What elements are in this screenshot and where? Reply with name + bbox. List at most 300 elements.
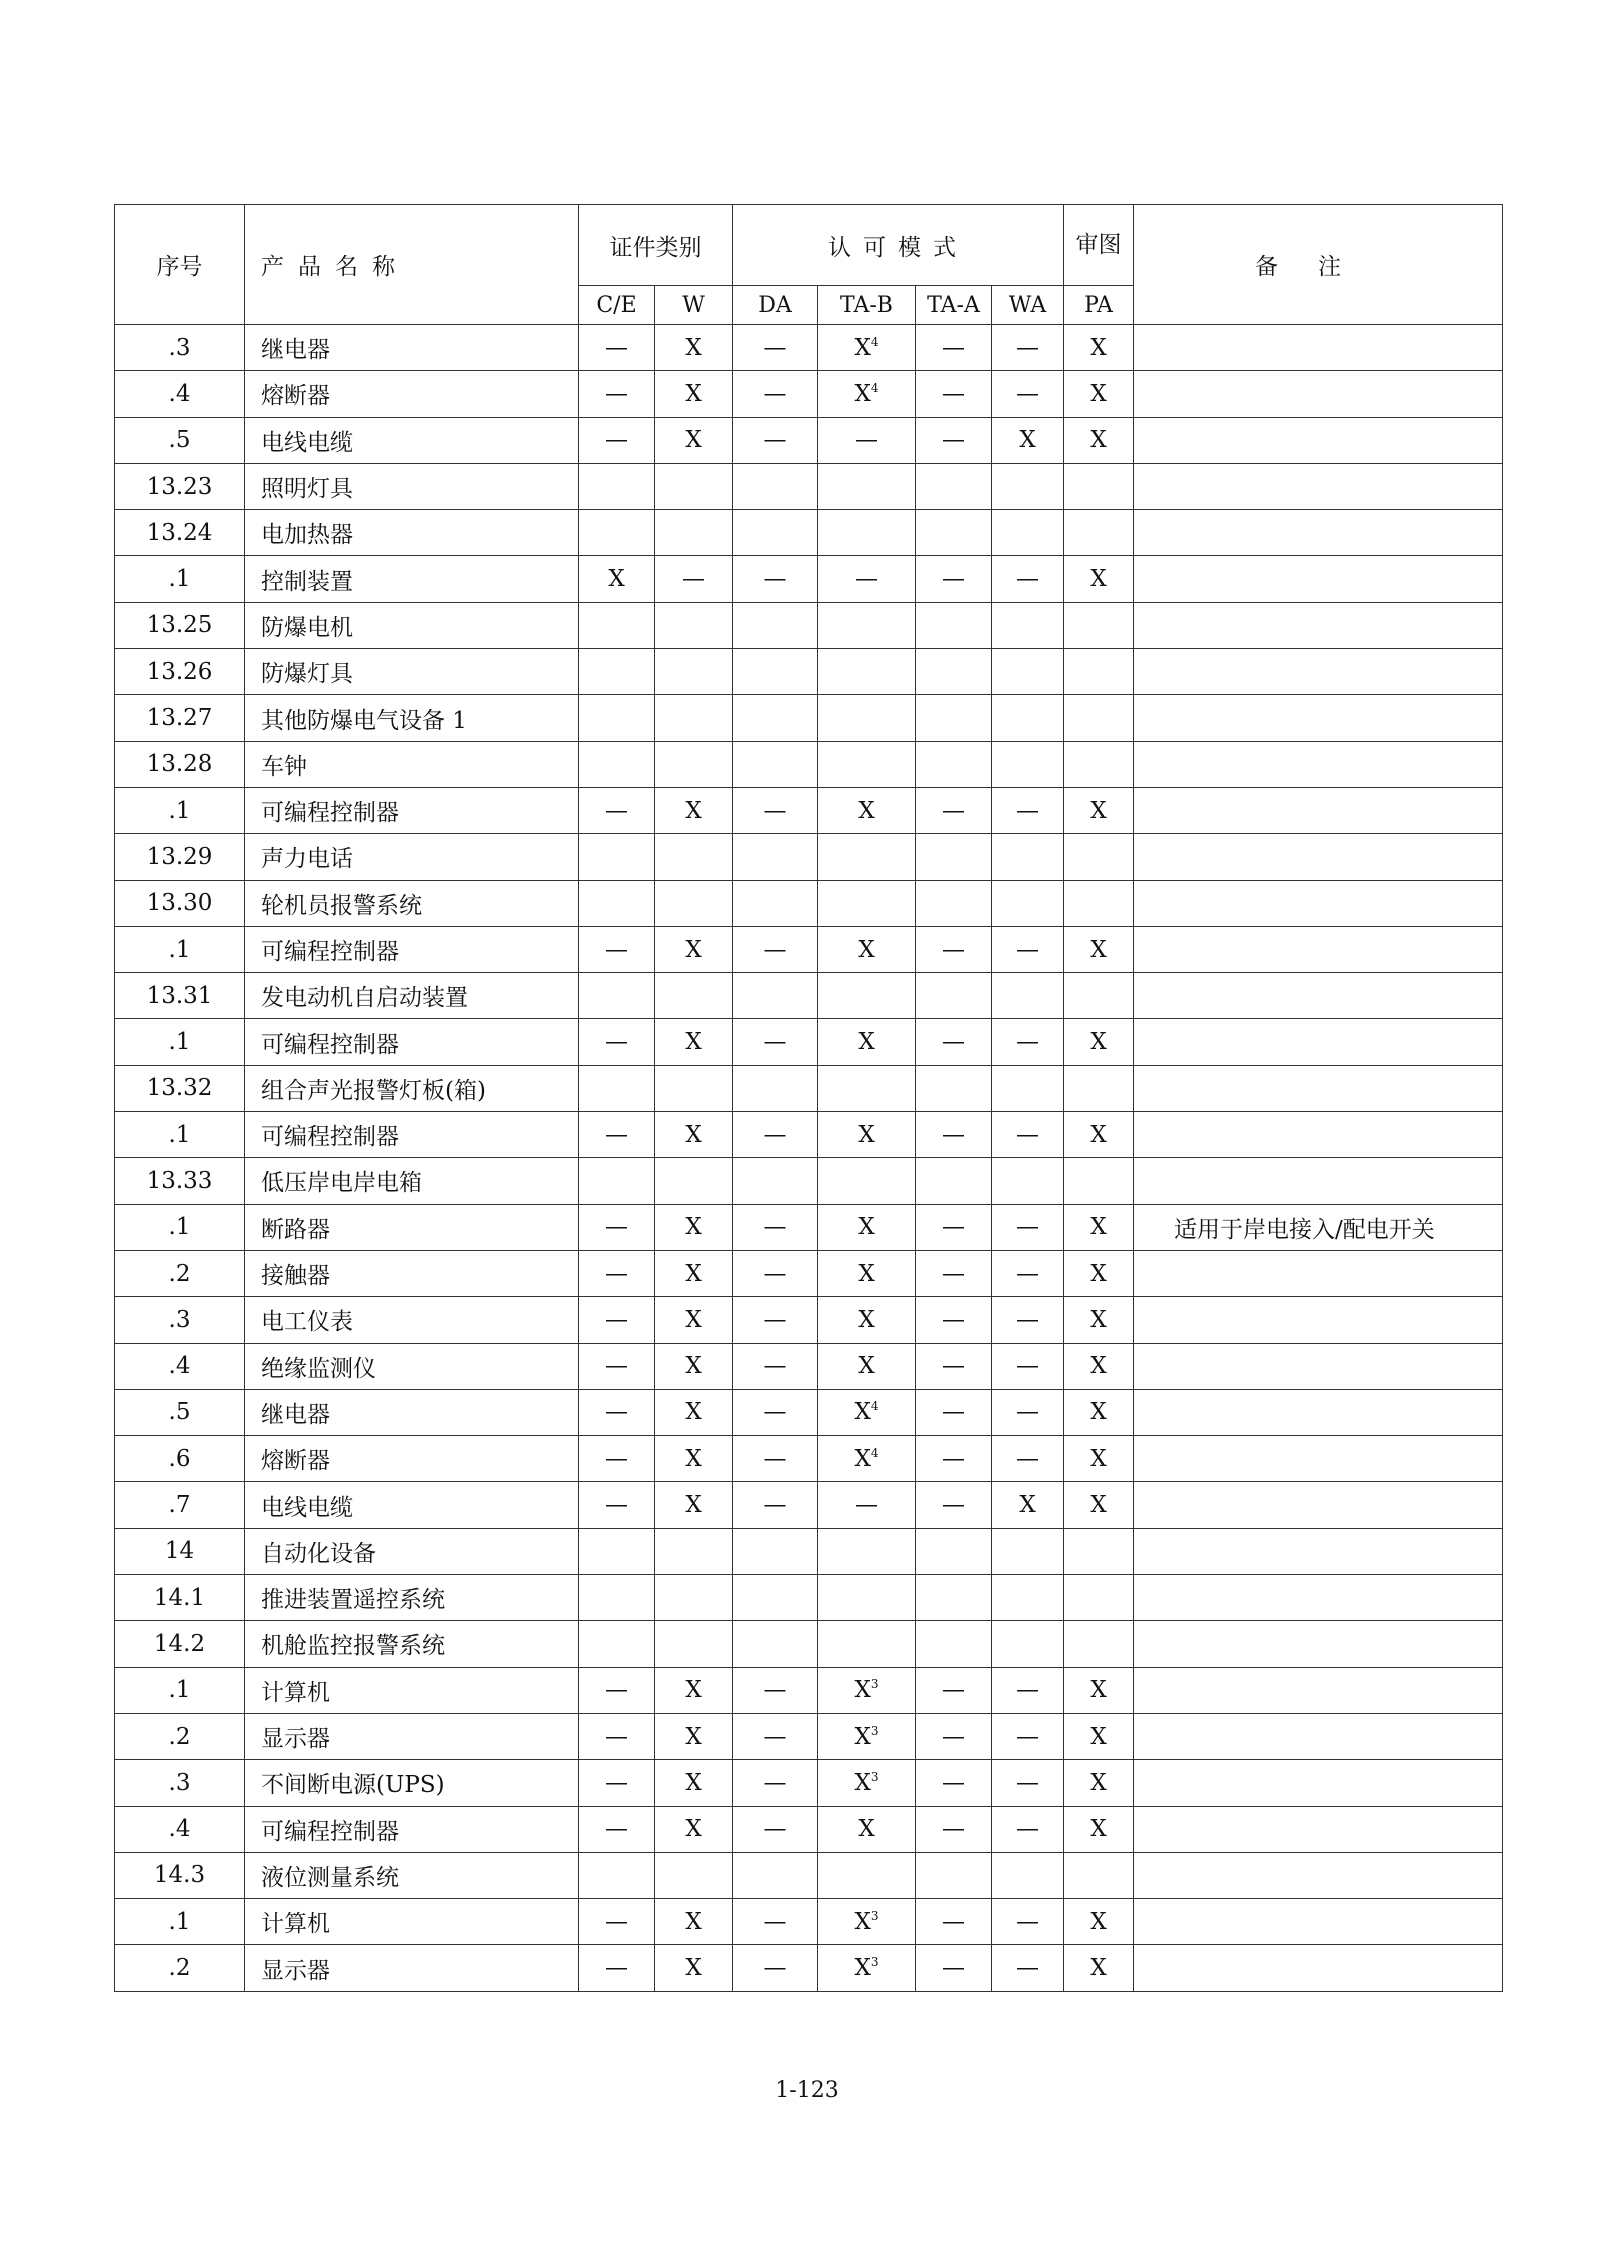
- cell-wa: [992, 1343, 1064, 1389]
- cell-value: X: [858, 1306, 875, 1333]
- cell-w: [655, 1436, 733, 1482]
- cell-wa: [992, 325, 1064, 371]
- cell-remarks: [1134, 1065, 1503, 1111]
- cell-remarks: [1134, 1482, 1503, 1528]
- footnote-marker: 4: [870, 380, 879, 395]
- cell-seq: .3: [115, 325, 245, 371]
- cell-da: [733, 787, 818, 833]
- cell-value: —: [605, 380, 628, 407]
- cell-pa: [1064, 1482, 1134, 1528]
- cell-ta-b: [818, 741, 916, 787]
- cell-ta-b: [818, 1158, 916, 1204]
- cell-product-name: 计算机: [245, 1899, 579, 1945]
- cell-w: [655, 1713, 733, 1759]
- cell-ta-a: [916, 1204, 992, 1250]
- cell-seq: .1: [115, 1204, 245, 1250]
- cell-ta-a: [916, 1343, 992, 1389]
- table-row: [115, 1065, 1503, 1111]
- cell-ta-a: [916, 1667, 992, 1713]
- cell-value: X: [858, 1214, 875, 1241]
- cell-value: —: [605, 1955, 628, 1982]
- cell-pa: [1064, 1575, 1134, 1621]
- cell-value: X: [685, 1121, 702, 1148]
- cell-wa: [992, 1760, 1064, 1806]
- table-row: [115, 787, 1503, 833]
- cell-value: X: [854, 1723, 871, 1750]
- cell-pa: [1064, 417, 1134, 463]
- cell-value: X: [1090, 1353, 1107, 1380]
- cell-value: —: [1016, 566, 1039, 593]
- cell-ta-b: [818, 1112, 916, 1158]
- cell-ce: [579, 1158, 655, 1204]
- cell-w: [655, 1019, 733, 1065]
- cell-seq: 13.26: [115, 649, 245, 695]
- cell-w: [655, 1667, 733, 1713]
- cell-product-name: 可编程控制器: [245, 1112, 579, 1158]
- cell-value: —: [855, 427, 878, 454]
- cell-seq: .2: [115, 1713, 245, 1759]
- cell-value: —: [1016, 1816, 1039, 1843]
- cell-value: X: [685, 1492, 702, 1519]
- cell-ta-b: [818, 1899, 916, 1945]
- cell-seq: 13.33: [115, 1158, 245, 1204]
- cell-value: —: [763, 1816, 787, 1843]
- table-row: [115, 1250, 1503, 1296]
- cell-value: —: [763, 380, 787, 407]
- cell-value: X: [685, 1399, 702, 1426]
- table-row: [115, 1204, 1503, 1250]
- header-seq: 序号: [115, 205, 245, 325]
- cell-pa: [1064, 463, 1134, 509]
- cell-value: —: [763, 1306, 787, 1333]
- cell-ta-a: [916, 649, 992, 695]
- cell-ce: [579, 602, 655, 648]
- cell-ta-b: [818, 1482, 916, 1528]
- cell-ce: [579, 1667, 655, 1713]
- cell-ce: [579, 1019, 655, 1065]
- cell-pa: [1064, 1389, 1134, 1435]
- cell-da: [733, 556, 818, 602]
- cell-value: —: [763, 1445, 787, 1472]
- cell-ce: [579, 1945, 655, 1991]
- cell-seq: 13.29: [115, 834, 245, 880]
- cell-value: —: [942, 1353, 965, 1380]
- cell-ce: [579, 695, 655, 741]
- cell-ta-a: [916, 325, 992, 371]
- cell-ce: [579, 1899, 655, 1945]
- cell-value: —: [605, 1306, 628, 1333]
- cell-pa: [1064, 1343, 1134, 1389]
- cell-wa: [992, 1204, 1064, 1250]
- cell-value: X: [854, 1955, 871, 1982]
- cell-ta-a: [916, 1250, 992, 1296]
- table-row: [115, 1482, 1503, 1528]
- cell-value: —: [605, 1492, 628, 1519]
- cell-wa: [992, 510, 1064, 556]
- product-approval-table: [114, 204, 1503, 1992]
- cell-product-name: 继电器: [245, 325, 579, 371]
- cell-pa: [1064, 1760, 1134, 1806]
- table-row: [115, 1667, 1503, 1713]
- cell-da: [733, 741, 818, 787]
- cell-seq: .2: [115, 1945, 245, 1991]
- cell-ce: [579, 1343, 655, 1389]
- cell-seq: 14.2: [115, 1621, 245, 1667]
- table-row: [115, 695, 1503, 741]
- cell-w: [655, 1389, 733, 1435]
- header-ce: C/E: [579, 286, 655, 325]
- cell-seq: .3: [115, 1760, 245, 1806]
- cell-value: —: [763, 1492, 787, 1519]
- cell-ta-b: [818, 1436, 916, 1482]
- cell-value: —: [942, 334, 965, 361]
- cell-value: X: [1090, 1723, 1107, 1750]
- cell-ta-a: [916, 1575, 992, 1621]
- cell-ta-b: [818, 463, 916, 509]
- cell-value: —: [942, 1214, 965, 1241]
- cell-product-name: 不间断电源(UPS): [245, 1760, 579, 1806]
- cell-value: X: [1090, 334, 1107, 361]
- cell-ta-b: [818, 880, 916, 926]
- cell-value: X: [854, 334, 871, 361]
- cell-ta-b: [818, 1945, 916, 1991]
- cell-seq: 13.30: [115, 880, 245, 926]
- cell-da: [733, 649, 818, 695]
- cell-w: [655, 1112, 733, 1158]
- cell-ta-a: [916, 417, 992, 463]
- cell-da: [733, 1945, 818, 1991]
- cell-remarks: [1134, 1158, 1503, 1204]
- cell-pa: [1064, 1945, 1134, 1991]
- cell-remarks: [1134, 371, 1503, 417]
- cell-remarks: [1134, 1343, 1503, 1389]
- table-row: [115, 325, 1503, 371]
- cell-value: X: [685, 1723, 702, 1750]
- cell-wa: [992, 1528, 1064, 1574]
- cell-product-name: 轮机员报警系统: [245, 880, 579, 926]
- cell-value: X: [1090, 1492, 1107, 1519]
- cell-value: —: [942, 1816, 965, 1843]
- cell-ta-b: [818, 1528, 916, 1574]
- cell-wa: [992, 1158, 1064, 1204]
- cell-ta-a: [916, 1899, 992, 1945]
- cell-wa: [992, 926, 1064, 972]
- cell-ta-b: [818, 1760, 916, 1806]
- cell-wa: [992, 602, 1064, 648]
- cell-ta-a: [916, 1158, 992, 1204]
- cell-wa: [992, 463, 1064, 509]
- cell-w: [655, 1250, 733, 1296]
- cell-wa: [992, 1112, 1064, 1158]
- cell-remarks: [1134, 973, 1503, 1019]
- cell-ta-b: [818, 1621, 916, 1667]
- cell-ce: [579, 1250, 655, 1296]
- cell-pa: [1064, 1297, 1134, 1343]
- cell-pa: [1064, 649, 1134, 695]
- table-row: [115, 1297, 1503, 1343]
- cell-ce: [579, 417, 655, 463]
- table-row: [115, 1343, 1503, 1389]
- cell-value: —: [942, 1492, 965, 1519]
- cell-pa: [1064, 510, 1134, 556]
- cell-seq: .5: [115, 1389, 245, 1435]
- cell-value: X: [1090, 1908, 1107, 1935]
- cell-seq: .6: [115, 1436, 245, 1482]
- cell-w: [655, 371, 733, 417]
- cell-wa: [992, 1297, 1064, 1343]
- table-row: [115, 649, 1503, 695]
- cell-product-name: 液位测量系统: [245, 1852, 579, 1898]
- cell-remarks: [1134, 1528, 1503, 1574]
- cell-remarks: [1134, 1945, 1503, 1991]
- cell-wa: [992, 834, 1064, 880]
- cell-value: —: [1016, 1353, 1039, 1380]
- cell-ce: [579, 1436, 655, 1482]
- cell-product-name: 可编程控制器: [245, 926, 579, 972]
- table-row: [115, 741, 1503, 787]
- cell-da: [733, 834, 818, 880]
- cell-pa: [1064, 695, 1134, 741]
- cell-seq: 13.31: [115, 973, 245, 1019]
- cell-w: [655, 649, 733, 695]
- cell-da: [733, 1482, 818, 1528]
- table-row: [115, 1389, 1503, 1435]
- cell-ta-a: [916, 556, 992, 602]
- cell-ce: [579, 1297, 655, 1343]
- cell-pa: [1064, 1019, 1134, 1065]
- cell-wa: [992, 973, 1064, 1019]
- cell-ce: [579, 926, 655, 972]
- cell-remarks: [1134, 1621, 1503, 1667]
- cell-ta-b: [818, 787, 916, 833]
- cell-w: [655, 1575, 733, 1621]
- cell-value: —: [605, 1908, 628, 1935]
- cell-value: X: [685, 1260, 702, 1287]
- cell-remarks: [1134, 1250, 1503, 1296]
- cell-product-name: 继电器: [245, 1389, 579, 1435]
- cell-ta-a: [916, 880, 992, 926]
- cell-value: —: [763, 1353, 787, 1380]
- cell-pa: [1064, 325, 1134, 371]
- cell-w: [655, 1297, 733, 1343]
- cell-product-name: 绝缘监测仪: [245, 1343, 579, 1389]
- cell-pa: [1064, 602, 1134, 648]
- cell-value: —: [942, 1908, 965, 1935]
- cell-remarks: [1134, 556, 1503, 602]
- cell-ce: [579, 1389, 655, 1435]
- cell-product-name: 熔断器: [245, 1436, 579, 1482]
- cell-value: —: [605, 1677, 628, 1704]
- cell-ce: [579, 834, 655, 880]
- cell-value: —: [1016, 797, 1039, 824]
- cell-value: —: [942, 1723, 965, 1750]
- cell-ta-b: [818, 649, 916, 695]
- cell-value: X: [685, 1353, 702, 1380]
- cell-remarks: [1134, 1297, 1503, 1343]
- table-row: [115, 880, 1503, 926]
- cell-wa: [992, 1621, 1064, 1667]
- cell-da: [733, 1528, 818, 1574]
- cell-value: —: [763, 1029, 787, 1056]
- cell-value: X: [1019, 427, 1036, 454]
- cell-value: —: [855, 1492, 878, 1519]
- cell-wa: [992, 787, 1064, 833]
- cell-remarks: [1134, 1667, 1503, 1713]
- table-row: [115, 371, 1503, 417]
- cell-remarks: [1134, 417, 1503, 463]
- cell-ta-a: [916, 926, 992, 972]
- cell-seq: .7: [115, 1482, 245, 1528]
- cell-ta-a: [916, 741, 992, 787]
- cell-ta-a: [916, 1482, 992, 1528]
- cell-pa: [1064, 1899, 1134, 1945]
- cell-ta-b: [818, 417, 916, 463]
- cell-value: —: [1016, 334, 1039, 361]
- footnote-marker: 4: [870, 1445, 879, 1460]
- cell-ce: [579, 880, 655, 926]
- cell-product-name: 推进装置遥控系统: [245, 1575, 579, 1621]
- cell-da: [733, 1760, 818, 1806]
- cell-value: X: [1090, 380, 1107, 407]
- cell-ta-a: [916, 1528, 992, 1574]
- cell-product-name: 发电动机自启动装置: [245, 973, 579, 1019]
- cell-value: —: [942, 1029, 965, 1056]
- cell-value: —: [763, 427, 787, 454]
- cell-value: X: [1090, 1445, 1107, 1472]
- cell-seq: 14.1: [115, 1575, 245, 1621]
- cell-product-name: 声力电话: [245, 834, 579, 880]
- cell-value: X: [608, 566, 625, 593]
- cell-ta-a: [916, 1713, 992, 1759]
- table-body: [115, 325, 1503, 1992]
- cell-ta-b: [818, 926, 916, 972]
- cell-ta-b: [818, 1389, 916, 1435]
- cell-product-name: 照明灯具: [245, 463, 579, 509]
- table-row: [115, 602, 1503, 648]
- cell-value: X: [685, 1677, 702, 1704]
- cell-seq: .1: [115, 926, 245, 972]
- cell-remarks: [1134, 649, 1503, 695]
- cell-value: —: [942, 1399, 965, 1426]
- cell-pa: [1064, 1158, 1134, 1204]
- cell-product-name: 熔断器: [245, 371, 579, 417]
- cell-w: [655, 1760, 733, 1806]
- footnote-marker: 3: [870, 1769, 879, 1784]
- header-w: W: [655, 286, 733, 325]
- cell-seq: .1: [115, 1019, 245, 1065]
- cell-value: X: [685, 1908, 702, 1935]
- cell-ta-b: [818, 1806, 916, 1852]
- cell-ta-b: [818, 973, 916, 1019]
- cell-value: —: [763, 1677, 787, 1704]
- cell-wa: [992, 1713, 1064, 1759]
- cell-value: —: [605, 1260, 628, 1287]
- table-row: [115, 1112, 1503, 1158]
- cell-w: [655, 695, 733, 741]
- header-cert-type: 证件类别: [579, 205, 733, 286]
- cell-da: [733, 926, 818, 972]
- cell-value: X: [685, 936, 702, 963]
- cell-ta-a: [916, 510, 992, 556]
- cell-product-name: 电线电缆: [245, 1482, 579, 1528]
- cell-da: [733, 1806, 818, 1852]
- cell-value: X: [854, 1677, 871, 1704]
- cell-value: —: [942, 380, 965, 407]
- cell-ce: [579, 1482, 655, 1528]
- cell-value: X: [858, 1029, 875, 1056]
- footnote-marker: 3: [870, 1723, 879, 1738]
- cell-value: —: [605, 1723, 628, 1750]
- cell-ta-a: [916, 1760, 992, 1806]
- cell-value: —: [605, 1214, 628, 1241]
- cell-value: X: [1090, 1306, 1107, 1333]
- cell-w: [655, 1806, 733, 1852]
- cell-remarks: [1134, 1112, 1503, 1158]
- cell-da: [733, 1204, 818, 1250]
- cell-da: [733, 1112, 818, 1158]
- cell-value: X: [858, 936, 875, 963]
- cell-pa: [1064, 1250, 1134, 1296]
- cell-product-name: 接触器: [245, 1250, 579, 1296]
- cell-remarks: [1134, 695, 1503, 741]
- cell-ta-b: [818, 510, 916, 556]
- cell-ce: [579, 1528, 655, 1574]
- table-row: [115, 1806, 1503, 1852]
- table-row: [115, 556, 1503, 602]
- cell-w: [655, 741, 733, 787]
- header-ta-a: TA-A: [916, 286, 992, 325]
- cell-ta-a: [916, 463, 992, 509]
- cell-wa: [992, 1945, 1064, 1991]
- cell-pa: [1064, 834, 1134, 880]
- cell-da: [733, 463, 818, 509]
- cell-remarks: [1134, 1806, 1503, 1852]
- cell-value: X: [854, 1445, 871, 1472]
- cell-value: —: [605, 936, 628, 963]
- table-row: [115, 926, 1503, 972]
- cell-ta-b: [818, 834, 916, 880]
- cell-value: —: [605, 334, 628, 361]
- cell-value: —: [942, 797, 965, 824]
- cell-value: —: [942, 1306, 965, 1333]
- cell-value: —: [942, 936, 965, 963]
- cell-value: —: [605, 1029, 628, 1056]
- cell-ta-b: [818, 602, 916, 648]
- cell-w: [655, 510, 733, 556]
- cell-pa: [1064, 1852, 1134, 1898]
- cell-product-name: 电加热器: [245, 510, 579, 556]
- cell-value: —: [763, 1214, 787, 1241]
- table-row: [115, 1436, 1503, 1482]
- header-review: 审图: [1064, 205, 1134, 286]
- table-row: [115, 1158, 1503, 1204]
- cell-wa: [992, 371, 1064, 417]
- cell-ta-b: [818, 695, 916, 741]
- cell-value: —: [763, 1955, 787, 1982]
- cell-value: —: [855, 566, 878, 593]
- table-row: [115, 1760, 1503, 1806]
- cell-pa: [1064, 1621, 1134, 1667]
- cell-value: X: [858, 1260, 875, 1287]
- cell-w: [655, 1343, 733, 1389]
- cell-value: —: [942, 1955, 965, 1982]
- cell-value: —: [605, 1445, 628, 1472]
- cell-value: —: [605, 1399, 628, 1426]
- table-row: [115, 973, 1503, 1019]
- cell-w: [655, 834, 733, 880]
- cell-wa: [992, 1899, 1064, 1945]
- cell-w: [655, 1528, 733, 1574]
